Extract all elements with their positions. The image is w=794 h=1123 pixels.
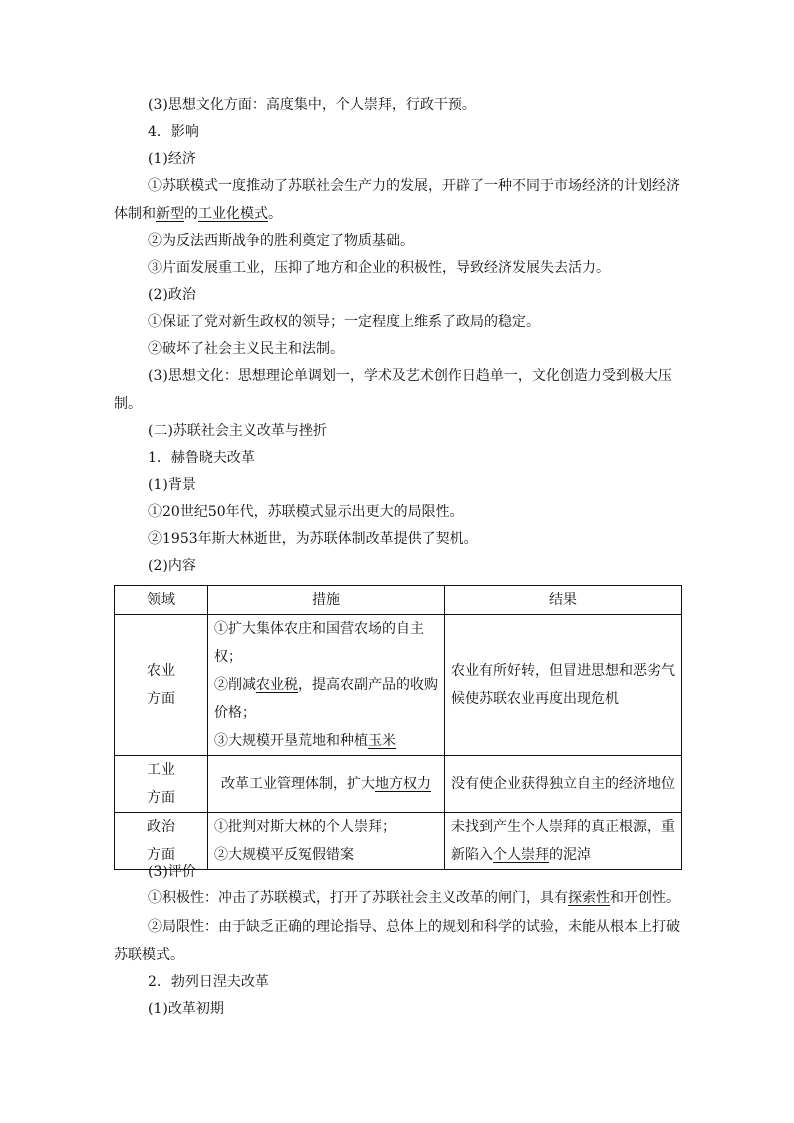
- underlined-term: 农业税: [256, 677, 298, 693]
- table-header: 结果: [445, 586, 682, 615]
- underlined-term: 工业化模式: [198, 206, 268, 222]
- subheading: (1)背景: [148, 477, 196, 493]
- text-line: (3)思想文化方面：高度集中，个人崇拜，行政干预。: [148, 97, 476, 113]
- table-row: [115, 756, 682, 813]
- result-cell: 农业有所好转，但冒进思想和恶劣气候使苏联农业再度出现危机: [445, 615, 682, 756]
- underlined-term: 个人崇拜: [493, 847, 549, 863]
- table-header: 措施: [208, 586, 445, 615]
- subheading: (1)经济: [148, 151, 196, 167]
- subheading: (3)评价: [148, 864, 196, 880]
- text-line: ②破坏了社会主义民主和法制。: [148, 341, 344, 357]
- underlined-term: 地方权力: [375, 776, 431, 792]
- paragraph: ①苏联模式一度推动了苏联社会生产力的发展，开辟了一种不同于市场经济的计划经济体制和新型的工业化模式。: [114, 178, 680, 222]
- section-heading: 1．赫鲁晓夫改革: [148, 450, 255, 466]
- underlined-term: 玉米: [368, 733, 396, 749]
- field-cell: 政治 方面: [115, 813, 208, 870]
- underlined-term: 探索性: [568, 890, 610, 906]
- reform-table: [114, 585, 682, 870]
- subheading: (2)内容: [148, 558, 196, 574]
- text-line: ③片面发展重工业，压抑了地方和企业的积极性，导致经济发展失去活力。: [148, 260, 610, 276]
- text-line: ①20世纪50年代，苏联模式显示出更大的局限性。: [148, 504, 464, 520]
- table-header: 领域: [115, 586, 208, 615]
- measures-cell: 改革工业管理体制，扩大地方权力: [208, 756, 445, 813]
- table-row: [115, 615, 682, 756]
- section-heading: 2．勃列日涅夫改革: [148, 974, 269, 990]
- field-cell: 农业 方面: [115, 615, 208, 756]
- result-cell: 未找到产生个人崇拜的真正根源，重新陷入个人崇拜的泥淖: [445, 813, 682, 870]
- measures-cell: ①扩大集体农庄和国营农场的自主权； ②削减农业税，提高农副产品的收购价格； ③大规模开垦荒地和种植玉米: [208, 615, 445, 756]
- underlined-term: 新型: [156, 206, 184, 222]
- paragraph: ②局限性：由于缺乏正确的理论指导、总体上的规划和科学的试验，未能从根本上打破苏联模式。: [114, 919, 680, 963]
- result-cell: 没有使企业获得独立自主的经济地位: [445, 756, 682, 813]
- section-heading: 4．影响: [148, 124, 199, 140]
- subheading: (1)改革初期: [148, 1001, 224, 1017]
- text-line: ②1953年斯大林逝世，为苏联体制改革提供了契机。: [148, 531, 478, 547]
- measures-cell: ①批判对斯大林的个人崇拜； ②大规模平反冤假错案: [208, 813, 445, 870]
- table-row: [115, 813, 682, 870]
- text-line: ②为反法西斯战争的胜利奠定了物质基础。: [148, 233, 414, 249]
- text-line: ①保证了党对新生政权的领导；一定程度上维系了政局的稳定。: [148, 314, 540, 330]
- paragraph: (3)思想文化：思想理论单调划一，学术及艺术创作日趋单一，文化创造力受到极大压制。: [114, 368, 672, 412]
- paragraph: ①积极性：冲击了苏联模式，打开了苏联社会主义改革的闸门，具有探索性和开创性。: [148, 890, 680, 906]
- section-heading: (二)苏联社会主义改革与挫折: [148, 423, 327, 439]
- field-cell: 工业 方面: [115, 756, 208, 813]
- table-header-row: [115, 586, 682, 615]
- subheading: (2)政治: [148, 287, 196, 303]
